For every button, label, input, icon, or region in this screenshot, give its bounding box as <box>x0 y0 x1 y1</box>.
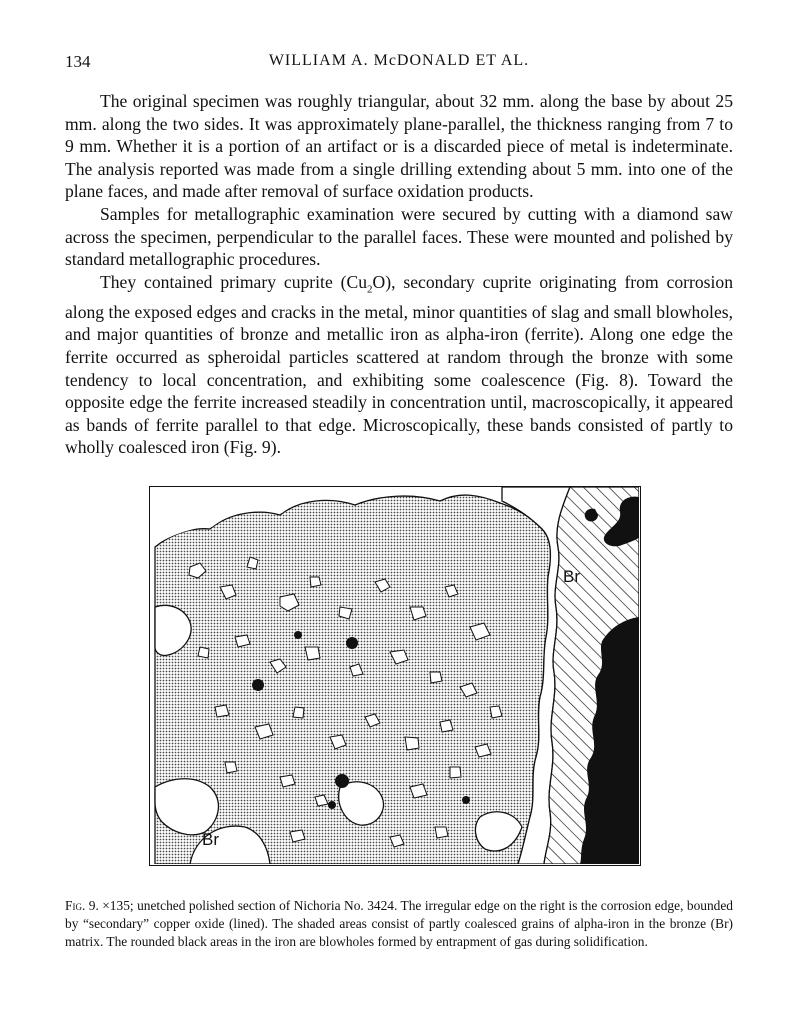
paragraph-3 <box>65 271 733 459</box>
subscript-2: 2 <box>367 283 373 296</box>
page-header <box>65 52 733 76</box>
caption-figure-id: Fig. 9. <box>65 898 99 913</box>
paragraph-3-post: O), secondary cuprite originating from corrosion along the exposed edges and cracks in the metal, minor quantities of slag and small blowholes, and major quantities of bronze and metallic iron as alpha-iron (ferrite). Along one edge the ferrite occurred as spheroidal particles scattered at random through the bronze with some tendency to local concentration, and exhibiting some coalescence (Fig. 8). Toward the opposite edge the ferrite increased steadily in concentration until, macroscopically, it appeared as bands of ferrite parallel to that edge. Microscopically, these bands consisted of partly to wholly coalesced iron (Fig. 9). <box>65 271 733 458</box>
page-number: 134 <box>65 52 91 71</box>
blowhole <box>252 679 264 691</box>
paragraph-2: Samples for metallographic examination were secured by cutting with a diamond saw across the specimen, perpendicular to the parallel faces. These were mounted and polished by standard metallographic procedures. <box>65 203 733 270</box>
micrograph-figure <box>149 486 641 866</box>
blowhole <box>346 637 358 649</box>
blowhole <box>294 631 302 639</box>
blowhole <box>335 774 349 788</box>
body-text <box>65 90 733 459</box>
label-br-top-right: Br <box>563 567 580 586</box>
running-head: WILLIAM A. McDONALD ET AL. <box>268 52 530 69</box>
blowhole <box>462 796 470 804</box>
caption-text: ×135; unetched polished section of Nichoria No. 3424. The irregular edge on the right is the corrosion edge, bounded by “secondary” copper oxide (lined). The shaded areas consist of partly coalesced grains of alpha-iron in the bronze (Br) matrix. The rounded black areas in the iron are blowholes formed by entrapment of gas during solidification. <box>65 898 733 949</box>
micrograph-illustration <box>150 487 639 864</box>
paragraph-1: The original specimen was roughly triangular, about 32 mm. along the base by about 25 mm. along the two sides. It was approximately plane-parallel, the thickness ranging from 7 to 9 mm. Whether it is a portion of an artifact or is a discarded piece of metal is indeterminate. The analysis reported was made from a single drilling extending about 5 mm. into one of the plane faces, and made after removal of surface oxidation products. <box>65 91 733 202</box>
figure-caption <box>65 897 733 950</box>
label-br-bottom-left: Br <box>202 830 219 849</box>
blowhole <box>328 801 336 809</box>
paragraph-3-pre: They contained primary cuprite (Cu <box>100 271 368 292</box>
